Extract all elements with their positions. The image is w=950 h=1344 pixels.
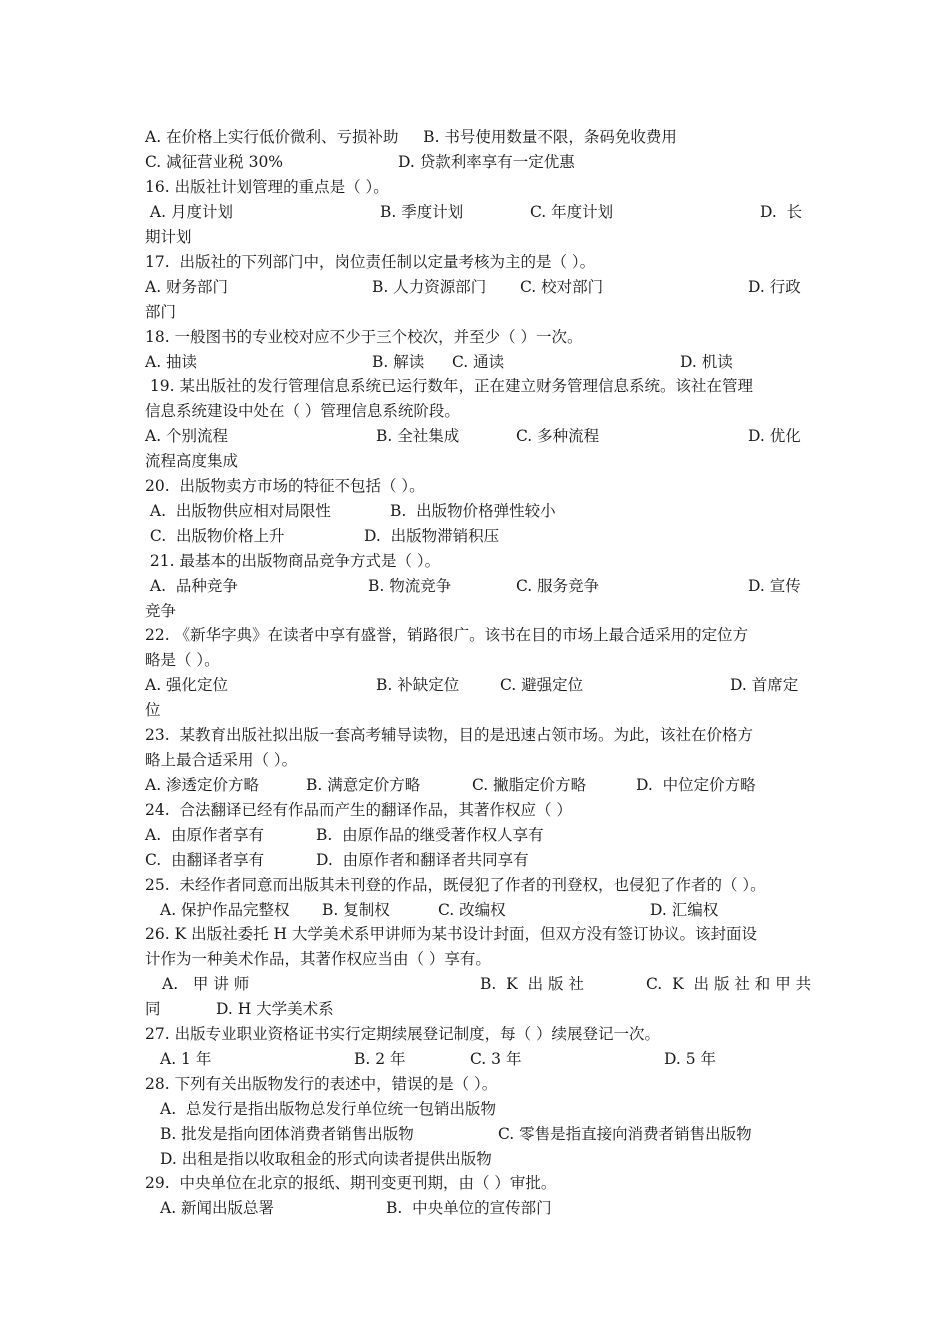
option-b: B. 补缺定位 [376,676,460,694]
option-a: A. 品种竞争 [145,577,238,595]
option-b: B. 满意定价方略 [306,776,421,794]
question-29: 29. 中央单位在北京的报纸、期刊变更刊期，由（ ）审批。 [145,1174,557,1192]
option-c: C. 校对部门 [520,278,604,296]
option-d: D. 中位定价方略 [636,776,756,794]
question-27: 27. 出版专业职业资格证书实行定期续展登记制度，每（ ）续展登记一次。 [145,1025,661,1043]
option-a: A. 抽读 [145,353,198,371]
option-c: C. 通读 [452,353,505,371]
option-d: D. 长 [760,203,803,221]
option-d: D. H 大学美术系 [216,1000,334,1018]
option-c: C. 撇脂定价方略 [472,776,587,794]
option-a: A. 强化定位 [145,676,229,694]
question-19: 19. 某出版社的发行管理信息系统已运行数年，正在建立财务管理信息系统。该社在管理 [145,377,754,395]
option-d-wrap: 期计划 [145,228,192,246]
question-28: 28. 下列有关出版物发行的表述中，错误的是（ ）。 [145,1075,498,1093]
question-16: 16. 出版社计划管理的重点是（ ）。 [145,178,389,196]
option-d: D. 首席定 [730,676,799,694]
option-b: B. 人力资源部门 [372,278,487,296]
option-b: B. 物流竞争 [368,577,452,595]
option-c: C. 年度计划 [530,203,614,221]
option-a: A. 总发行是指出版物总发行单位统一包销出版物 [160,1100,496,1118]
option-d-wrap: 位 [145,701,161,719]
option-b: B. 全社集成 [376,427,460,445]
option-b: B. 解读 [372,353,425,371]
option-c: C. 服务竞争 [516,577,600,595]
option-d-wrap: 竞争 [145,602,177,620]
question-26: 26. K 出版社委托 H 大学美术系甲讲师为某书设计封面，但双方没有签订协议。该封面设 [145,925,757,943]
option-d: D. 汇编权 [650,901,719,919]
option-d: D. 宣传 [748,577,801,595]
option-d-wrap: 流程高度集成 [145,452,239,470]
option-d: D. 出版物滞销积压 [364,527,500,545]
question-22-wrap: 略是（ ）。 [145,651,220,669]
question-20: 20. 出版物卖方市场的特征不包括（ ）。 [145,477,425,495]
option-d: D. 贷款利率享有一定优惠 [398,153,575,171]
question-17: 17. 出版社的下列部门中，岗位责任制以定量考核为主的是（ ）。 [145,253,596,271]
option-b: B. K 出 版 社 [480,975,584,993]
option-c: C. K 出 版 社 和 甲 共 [646,975,812,993]
option-a: A. 个别流程 [145,427,229,445]
option-b: B. 中央单位的宣传部门 [386,1199,552,1217]
option-d: D. 5 年 [664,1050,717,1068]
option-d: D. 出租是指以收取租金的形式向读者提供出版物 [160,1150,492,1168]
option-d-wrap: 部门 [145,303,177,321]
option-b: B. 季度计划 [380,203,464,221]
option-d: D. 机读 [680,353,733,371]
option-b: B. 复制权 [322,901,390,919]
option-a: A. 甲 讲 师 [162,975,250,993]
question-23-wrap: 略上最合适采用（ ）。 [145,751,298,769]
option-d: D. 由原作者和翻译者共同享有 [316,851,529,869]
option-a: A. 1 年 [160,1050,212,1068]
option-a: A. 月度计划 [145,203,233,221]
option-b: B. 出版物价格弹性较小 [390,502,556,520]
option-a: A. 出版物供应相对局限性 [145,502,331,520]
option-b: B. 2 年 [354,1050,406,1068]
option-c: C. 由翻译者享有 [145,851,265,869]
question-18: 18. 一般图书的专业校对应不少于三个校次，并至少（ ）一次。 [145,328,583,346]
option-c: C. 出版物价格上升 [145,527,285,545]
option-c-wrap: 同 [145,1000,161,1018]
option-c: C. 多种流程 [516,427,600,445]
option-a: A. 财务部门 [145,278,229,296]
option-a: A. 保护作品完整权 [160,901,290,919]
question-22: 22. 《新华字典》在读者中享有盛誉，销路很广。该书在目的市场上最合适采用的定位方 [145,626,749,644]
option-b: B. 由原作品的继受著作权人享有 [316,826,544,844]
option-c: C. 减征营业税 30% [145,153,284,171]
question-23: 23. 某教育出版社拟出版一套高考辅导读物，目的是迅速占领市场。为此，该社在价格方 [145,726,754,744]
option-c: C. 零售是指直接向消费者销售出版物 [498,1125,752,1143]
option-a: A. 渗透定价方略 [145,776,260,794]
option-c: C. 避强定位 [500,676,584,694]
option-d: D. 优化 [748,427,801,445]
option-b: B. 批发是指向团体消费者销售出版物 [160,1125,414,1143]
option-c: C. 3 年 [470,1050,522,1068]
option-c: C. 改编权 [438,901,506,919]
option-line: A. 在价格上实行低价微利、亏损补助 B. 书号使用数量不限，条码免收费用 [145,128,677,146]
option-a: A. 新闻出版总署 [160,1199,275,1217]
question-25: 25. 未经作者同意而出版其未刊登的作品，既侵犯了作者的刊登权，也侵犯了作者的（ ）。 [145,876,766,894]
question-21: 21. 最基本的出版物商品竞争方式是（ ）。 [145,552,441,570]
question-26-wrap: 计作为一种美术作品，其著作权应当由（ ）享有。 [145,950,491,968]
question-19-wrap: 信息系统建设中处在（ ）管理信息系统阶段。 [145,402,460,420]
option-a: A. 由原作者享有 [145,826,264,844]
question-24: 24. 合法翻译已经有作品而产生的翻译作品，其著作权应（ ） [145,801,572,819]
option-d: D. 行政 [748,278,801,296]
